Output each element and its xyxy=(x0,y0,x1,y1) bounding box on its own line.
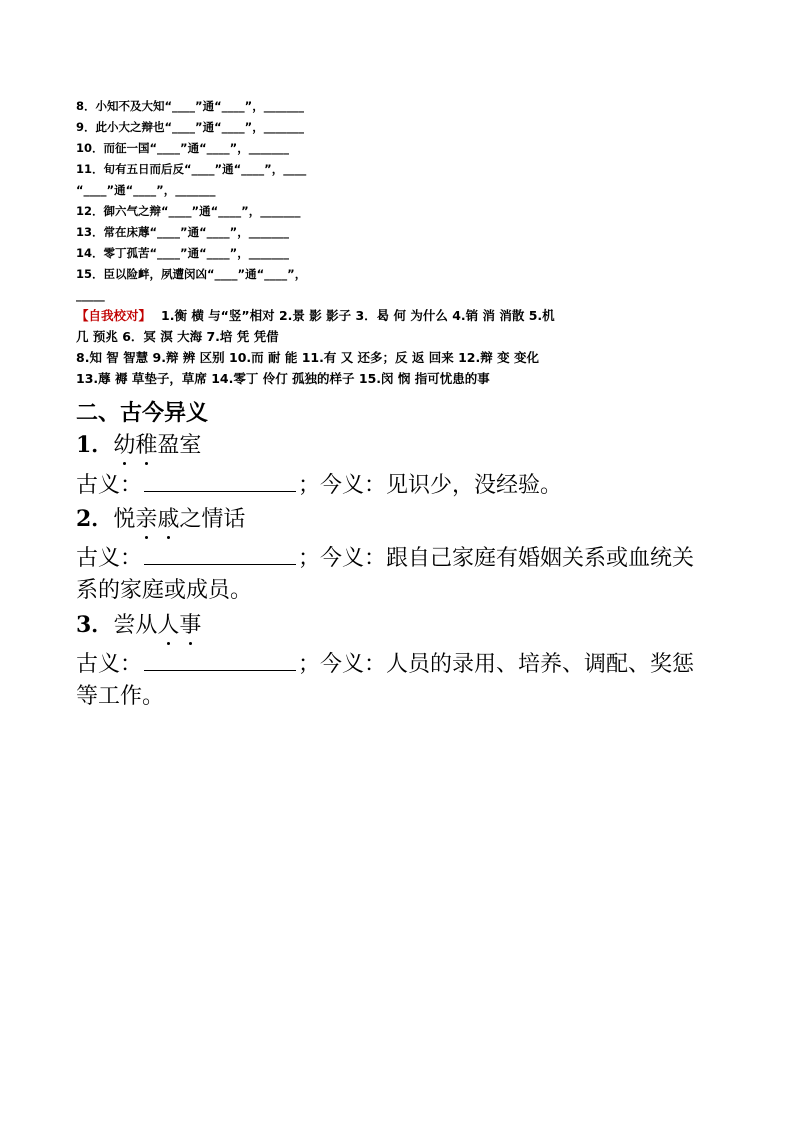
item-2-pre: 悦 xyxy=(113,507,136,532)
exercise-line-11: 11．旬有五日而后反“____”通“____”，____ xyxy=(76,162,307,176)
item-1-jin-label: ；今义： xyxy=(298,473,387,498)
item-3-meaning xyxy=(76,649,716,713)
item-2-meaning xyxy=(76,543,716,607)
item-2-number: 2． xyxy=(76,506,114,532)
answer-key xyxy=(76,305,726,389)
item-1-meaning xyxy=(76,470,716,502)
item-1-jin-text: 见识少，没经验。 xyxy=(386,473,563,498)
item-1-dotted-char-2: 稚 xyxy=(135,433,158,458)
exercise-line-15: 15．臣以险衅，夙遭闵凶“____”通“____”， xyxy=(76,267,307,281)
item-2-jin-label: ；今义： xyxy=(298,546,387,571)
item-2-dotted-char-2: 戚 xyxy=(157,507,180,532)
item-2-phrase xyxy=(76,504,245,535)
item-3-dotted-char-2: 事 xyxy=(179,613,202,638)
item-2-dotted-char-1: 亲 xyxy=(135,507,158,532)
answer-key-line-4: 13.蓐 褥 草垫子，草席 14.零丁 伶仃 孤独的样子 15.闵 悯 指可忧患的事 xyxy=(76,371,490,386)
section-title: 二、古今异义 xyxy=(76,400,209,426)
item-1-dotted-char-1: 幼 xyxy=(113,433,136,458)
item-2-jin-text: 跟自己家庭有婚姻关系或血统关系的家庭或成员。 xyxy=(76,546,695,603)
answer-key-tag: 【自我校对】 xyxy=(76,308,152,323)
exercise-line-12: 12．御六气之辩“____”通“____”，_______ xyxy=(76,204,301,218)
item-1-gu-label: 古义： xyxy=(76,473,143,498)
item-2-post: 之情话 xyxy=(179,507,246,532)
exercise-line-8: 8．小知不及大知“____”通“____”，_______ xyxy=(76,99,304,113)
item-1-post: 盈室 xyxy=(157,433,202,458)
item-1-number: 1． xyxy=(76,432,114,458)
item-3-number: 3． xyxy=(76,612,114,638)
exercise-line-11-cont: “____”通“____”，_______ xyxy=(76,183,216,197)
exercise-line-15-cont: _____ xyxy=(76,288,105,302)
answer-key-line-1 xyxy=(76,305,726,326)
item-3-answer-blank[interactable] xyxy=(144,652,296,671)
item-1-phrase xyxy=(76,430,201,461)
item-2-gu-label: 古义： xyxy=(76,546,143,571)
item-3-gu-label: 古义： xyxy=(76,652,143,677)
exercise-line-9: 9．此小大之辩也“____”通“____”，_______ xyxy=(76,120,304,134)
item-3-phrase xyxy=(76,610,201,641)
item-3-jin-label: ；今义： xyxy=(298,652,387,677)
item-3-jin-text: 人员的录用、培养、调配、奖惩等工作。 xyxy=(76,652,695,709)
exercise-line-13: 13．常在床蓐“____”通“____”，_______ xyxy=(76,225,289,239)
exercise-line-14: 14．零丁孤苦“____”通“____”，_______ xyxy=(76,246,289,260)
answer-key-line-3: 8.知 智 智慧 9.辩 辨 区别 10.而 耐 能 11.有 又 还多；反 返 回来 12.辩 变 变化 xyxy=(76,350,539,365)
answer-key-line-2: 几 预兆 6．冥 溟 大海 7.培 凭 凭借 xyxy=(76,329,279,344)
exercise-line-10: 10．而征一国“____”通“____”，_______ xyxy=(76,141,289,155)
item-3-pre: 尝从 xyxy=(113,613,158,638)
answer-key-text-1: 1.衡 横 与“竖”相对 2.景 影 影子 3．曷 何 为什么 4.销 消 消散 5.机 xyxy=(161,308,555,323)
item-1-answer-blank[interactable] xyxy=(144,473,296,492)
item-3-dotted-char-1: 人 xyxy=(157,613,180,638)
item-2-answer-blank[interactable] xyxy=(144,546,296,565)
